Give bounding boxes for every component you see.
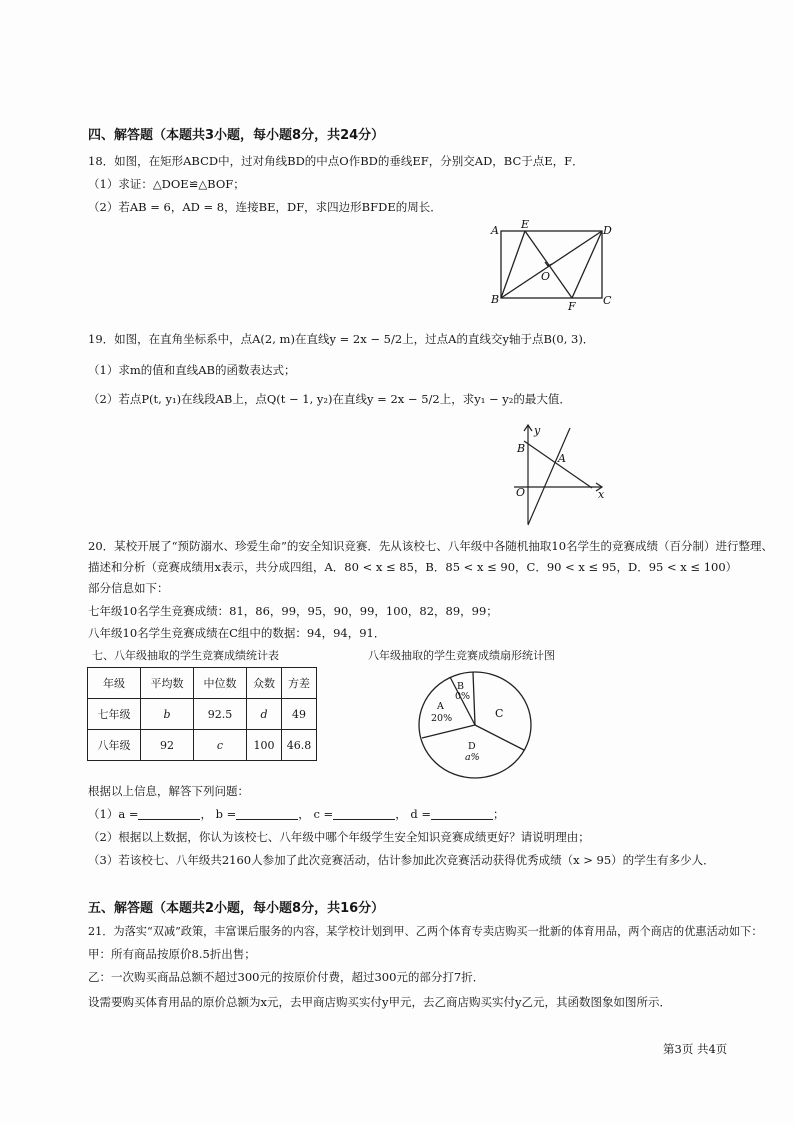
page-footer: 第3页 共4页: [663, 1042, 728, 1056]
table-header-row: [88, 668, 317, 699]
section-5-title: 五、解答题（本题共2小题，每小题8分，共16分）: [88, 901, 385, 916]
q18-rectangle-figure: [485, 218, 615, 310]
label-axis-y: y: [534, 424, 541, 437]
label-axis-x: x: [598, 488, 605, 501]
blank-end: ；: [493, 807, 505, 821]
line-y-2x: [528, 428, 570, 525]
blank-b-label: b =: [215, 807, 237, 821]
table-cell: 七年级: [88, 699, 141, 730]
table-cell: 八年级: [88, 730, 141, 761]
label-o: O: [541, 270, 551, 283]
label-d: D: [603, 224, 612, 237]
label-point-a: A: [558, 452, 566, 465]
pie-pct-a: 20%: [431, 713, 453, 724]
q18-stem: 18．如图，在矩形ABCD中，过对角线BD的中点O作BD的垂线EF，分别交AD，BC于点E，F．: [88, 154, 584, 168]
q21-stem-3: 乙：一次购买商品总额不超过300元的按原价付费，超过300元的部分打7折．: [88, 970, 485, 984]
q20-pie-chart: [415, 669, 535, 781]
blank-a[interactable]: [138, 807, 200, 820]
section-4-title: 四、解答题（本题共3小题，每小题8分，共24分）: [88, 128, 385, 143]
pie-divider-a-d: [422, 725, 475, 738]
blank-separator: ，: [298, 807, 310, 821]
q18-part-1: （1）求证：△DOE≌△BOF；: [88, 177, 245, 191]
blank-separator: ，: [395, 807, 407, 821]
segment-ef: [525, 231, 572, 298]
table-row: [88, 730, 317, 761]
table-cell: d: [247, 699, 282, 730]
q19-part-1: （1）求m的值和直线AB的函数表达式；: [88, 363, 296, 377]
table-cell: 46.8: [282, 730, 317, 761]
table-cell: 49: [282, 699, 317, 730]
table-cell: 92: [141, 730, 194, 761]
pie-pct-d: a%: [465, 752, 480, 763]
q20-pie-title: 八年级抽取的学生竞赛成绩扇形统计图: [368, 649, 555, 662]
pie-label-c: C: [495, 707, 504, 720]
table-cell: b: [141, 699, 194, 730]
blank-d[interactable]: [431, 807, 493, 820]
table-cell: c: [194, 730, 247, 761]
label-origin: O: [516, 486, 526, 499]
q20-part-2: （2）根据以上数据，你认为该校七、八年级中哪个年级学生安全知识竞赛成绩更好？请说明理由；: [88, 830, 590, 844]
label-e: E: [521, 218, 530, 231]
q21-stem-1: 21．为落实“双减”政策，丰富课后服务的内容，某学校计划到甲、乙两个体育专卖店购买一批新的体育用品，两个商店的优惠活动如下：: [88, 925, 763, 938]
label-c: C: [603, 294, 612, 307]
pie-label-a: A: [437, 701, 444, 712]
blank-c[interactable]: [333, 807, 395, 820]
q19-coordinate-figure: [508, 420, 610, 528]
pie-label-d: D: [468, 741, 476, 752]
table-cell: 92.5: [194, 699, 247, 730]
pie-label-b: B: [457, 681, 464, 692]
q21-stem-2: 甲：所有商品按原价8.5折出售；: [88, 947, 256, 961]
blank-d-label: d =: [410, 807, 431, 821]
part-1-number: （1）: [88, 807, 119, 821]
q20-part-3: （3）若该校七、八年级共2160人参加了此次竞赛活动，估计参加此次竞赛活动获得优秀成绩（x > 95）的学生有多少人．: [88, 853, 715, 867]
table-header-cell: 方差: [282, 668, 317, 699]
q20-answer-intro: 根据以上信息，解答下列问题：: [88, 784, 249, 798]
table-header-cell: 中位数: [194, 668, 247, 699]
blank-a-label: a =: [118, 807, 139, 821]
q18-part-2: （2）若AB = 6，AD = 8，连接BE，DF，求四边形BFDE的周长．: [88, 200, 442, 214]
pie-pct-b: 0%: [455, 691, 471, 702]
pie-divider-c-d: [475, 725, 524, 750]
label-point-b: B: [517, 442, 526, 455]
q20-part-1-blanks: [88, 806, 505, 822]
q20-stats-table: [87, 667, 317, 761]
label-f: F: [568, 300, 576, 310]
table-header-cell: 众数: [247, 668, 282, 699]
label-b: B: [491, 293, 500, 306]
q20-stem-1: 20．某校开展了“预防溺水、珍爱生命”的安全知识竞赛．先从该校七、八年级中各随机抽取10名学生的竞赛成绩（百分制）进行整理、: [88, 539, 774, 553]
q20-grade7-scores: 七年级10名学生竞赛成绩：81，86，99，95，90，99，100，82，89，99；: [88, 604, 498, 618]
blank-b[interactable]: [236, 807, 298, 820]
pie-divider-b-c: [473, 672, 475, 725]
q20-info: 部分信息如下：: [88, 581, 169, 595]
blank-separator: ，: [200, 807, 212, 821]
table-header-cell: 平均数: [141, 668, 194, 699]
q19-stem: 19．如图，在直角坐标系中，点A(2, m)在直线y = 2x − 5/2上，过点A的直线交y轴于点B(0, 3)．: [88, 332, 595, 346]
label-a: A: [491, 224, 499, 237]
blank-c-label: c =: [313, 807, 334, 821]
q20-grade8-scores: 八年级10名学生竞赛成绩在C组中的数据：94，94，91．: [88, 626, 386, 640]
table-row: [88, 699, 317, 730]
q21-stem-4: 设需要购买体育用品的原价总额为x元，去甲商店购买实付y甲元，去乙商店购买实付y乙元，其函数图象如图所示．: [88, 995, 671, 1009]
q19-part-2: （2）若点P(t, y₁)在线段AB上，点Q(t − 1, y₂)在直线y = 2x − 5/2上，求y₁ − y₂的最大值．: [88, 392, 571, 406]
q20-table-title: 七、八年级抽取的学生竞赛成绩统计表: [92, 649, 279, 662]
table-cell: 100: [247, 730, 282, 761]
q20-stem-2: 描述和分析（竞赛成绩用x表示，共分成四组，A．80 < x ≤ 85，B．85 < x ≤ 90，C．90 < x ≤ 95，D．95 < x ≤ 100）: [88, 560, 738, 574]
segment-be: [501, 231, 525, 298]
table-header-cell: 年级: [88, 668, 141, 699]
